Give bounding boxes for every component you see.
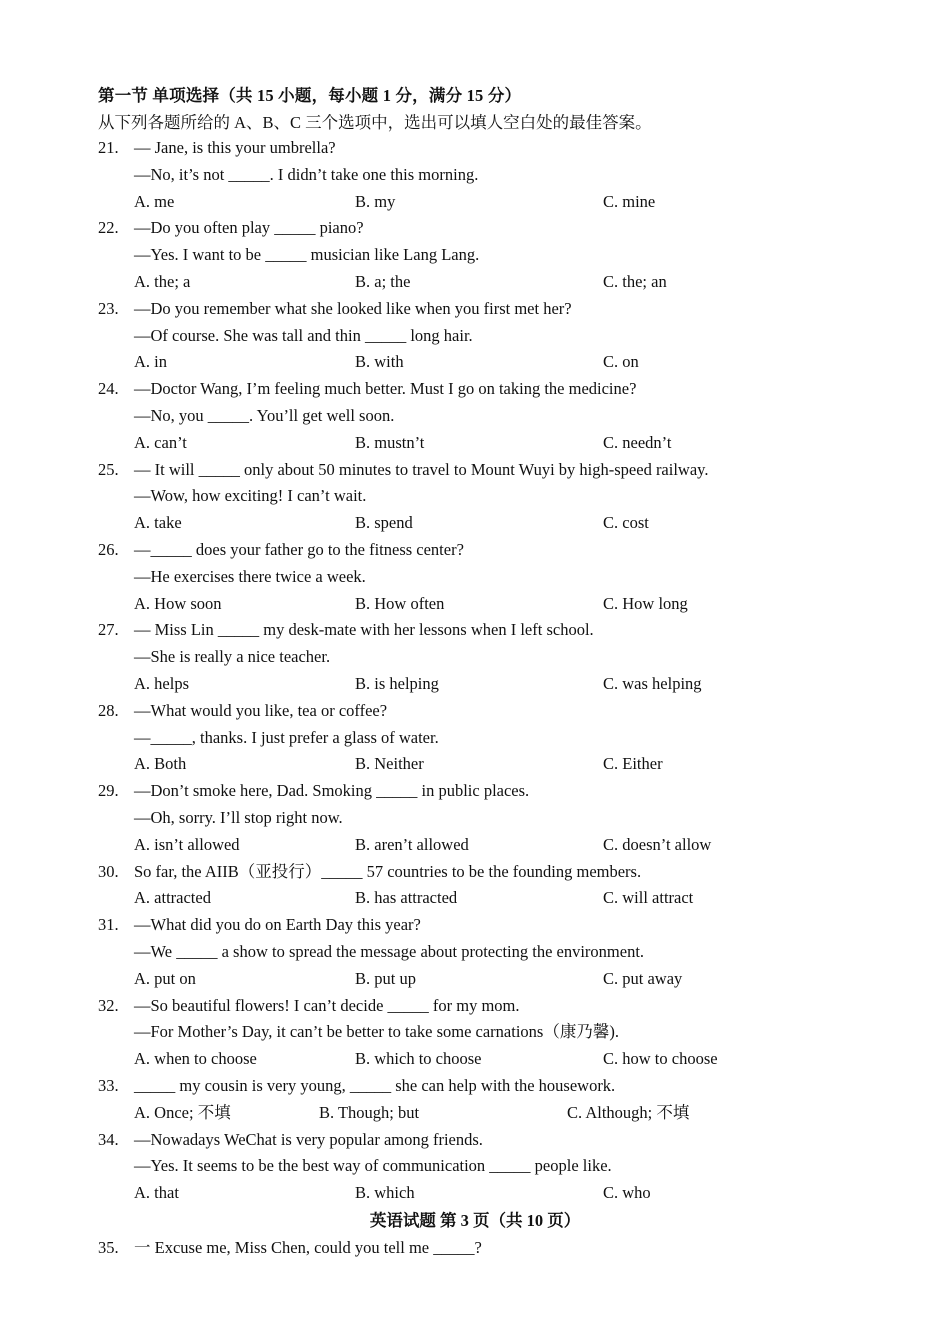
question-line: —Wow, how exciting! I can’t wait. xyxy=(134,486,367,506)
answer-option: C. put away xyxy=(603,968,683,988)
answer-option: C. cost xyxy=(603,513,649,533)
answer-option: A. attracted xyxy=(134,888,211,908)
answer-option: A. when to choose xyxy=(134,1049,257,1069)
answer-option: B. spend xyxy=(355,513,413,533)
question-line: —Yes. I want to be _____ musician like Lang Lang. xyxy=(134,245,480,265)
answer-option: C. needn’t xyxy=(603,432,672,452)
question-number: 26. xyxy=(98,540,119,559)
question-line: —Nowadays WeChat is very popular among friends. xyxy=(134,1129,483,1149)
answer-option: A. me xyxy=(134,191,175,211)
question-line: —For Mother’s Day, it can’t be better to take some carnations（康乃馨). xyxy=(134,1022,619,1042)
question-line: —_____ does your father go to the fitness center? xyxy=(134,540,464,559)
question-number: 35. xyxy=(98,1238,119,1257)
answer-option: A. that xyxy=(134,1183,179,1203)
answer-option: B. aren’t allowed xyxy=(355,834,469,854)
section-title: 第一节 单项选择（共 15 小题，每小题 1 分，满分 15 分） xyxy=(98,86,522,105)
answer-option: B. my xyxy=(355,191,396,211)
answer-option: A. helps xyxy=(134,674,189,693)
question-line: So far, the AIIB（亚投行）_____ 57 countries to be the founding members. xyxy=(134,861,642,881)
question-line: — It will _____ only about 50 minutes to travel to Mount Wuyi by high-speed railway. xyxy=(134,459,709,479)
question-line: —Doctor Wang, I’m feeling much better. Must I go on taking the medicine? xyxy=(134,379,637,399)
question-number: 28. xyxy=(98,700,119,720)
question-number: 22. xyxy=(98,218,119,238)
answer-option: C. doesn’t allow xyxy=(603,834,712,854)
answer-option: B. mustn’t xyxy=(355,432,425,452)
question-number: 30. xyxy=(98,861,119,881)
answer-option: C. mine xyxy=(603,191,656,211)
question-line: —No, it’s not _____. I didn’t take one this morning. xyxy=(134,164,479,184)
question-line: —What would you like, tea or coffee? xyxy=(134,700,388,720)
question-number: 25. xyxy=(98,459,119,479)
answer-option: A. can’t xyxy=(134,432,187,452)
answer-option: A. put on xyxy=(134,968,196,988)
answer-option: B. Neither xyxy=(355,754,424,774)
question-number: 31. xyxy=(98,915,119,935)
answer-option: C. was helping xyxy=(603,674,702,693)
question-line: —She is really a nice teacher. xyxy=(134,647,331,667)
answer-option: B. put up xyxy=(355,968,416,988)
answer-option: B. How often xyxy=(355,593,445,613)
question-number: 23. xyxy=(98,298,119,318)
answer-option: A. Once; 不填 xyxy=(134,1102,231,1122)
question-number: 29. xyxy=(98,781,119,801)
section-instructions: 从下列各题所给的 A、B、C 三个选项中，选出可以填人空白处的最佳答案。 xyxy=(98,113,652,132)
question-line: — Jane, is this your umbrella? xyxy=(134,138,336,157)
question-line: —Don’t smoke here, Dad. Smoking _____ in public places. xyxy=(134,781,530,801)
answer-option: C. Either xyxy=(603,754,663,774)
question-number: 24. xyxy=(98,379,119,399)
question-line: 一 Excuse me, Miss Chen, could you tell me _____? xyxy=(134,1238,482,1257)
answer-option: B. is helping xyxy=(355,674,439,693)
page-footer: 英语试题 第 3 页（共 10 页） xyxy=(369,1211,581,1230)
answer-option: C. on xyxy=(603,352,639,372)
question-line: —Oh, sorry. I’ll stop right now. xyxy=(134,808,343,827)
question-number: 27. xyxy=(98,620,119,640)
answer-option: A. the; a xyxy=(134,272,191,291)
question-number: 21. xyxy=(98,138,119,157)
question-line: —Do you often play _____ piano? xyxy=(134,218,364,238)
question-line: _____ my cousin is very young, _____ she can help with the housework. xyxy=(134,1076,616,1095)
question-number: 33. xyxy=(98,1076,119,1095)
answer-option: A. Both xyxy=(134,754,187,774)
answer-option: A. take xyxy=(134,513,182,533)
answer-option: B. has attracted xyxy=(355,888,458,908)
answer-option: C. How long xyxy=(603,593,688,613)
answer-option: A. in xyxy=(134,352,167,372)
answer-option: B. a; the xyxy=(355,272,411,291)
answer-option: B. which to choose xyxy=(355,1049,482,1069)
answer-option: C. will attract xyxy=(603,888,694,908)
question-line: —So beautiful flowers! I can’t decide _____ for my mom. xyxy=(134,995,520,1015)
question-line: —We _____ a show to spread the message about protecting the environment. xyxy=(134,942,645,961)
question-line: — Miss Lin _____ my desk-mate with her lessons when I left school. xyxy=(134,620,594,640)
question-line: —What did you do on Earth Day this year? xyxy=(134,915,421,935)
question-line: —No, you _____. You’ll get well soon. xyxy=(134,406,395,425)
answer-option: B. with xyxy=(355,352,404,372)
answer-option: A. isn’t allowed xyxy=(134,834,240,854)
question-line: —He exercises there twice a week. xyxy=(134,566,366,586)
question-line: —Yes. It seems to be the best way of communication _____ people like. xyxy=(134,1156,612,1176)
question-number: 32. xyxy=(98,995,119,1015)
answer-option: C. the; an xyxy=(603,272,667,291)
answer-option: C. Although; 不填 xyxy=(567,1102,690,1122)
answer-option: B. which xyxy=(355,1183,415,1203)
answer-option: A. How soon xyxy=(134,593,222,613)
question-number: 34. xyxy=(98,1129,119,1149)
answer-option: B. Though; but xyxy=(319,1102,420,1122)
question-line: —Do you remember what she looked like when you first met her? xyxy=(134,298,572,318)
question-line: —Of course. She was tall and thin _____ long hair. xyxy=(134,325,473,345)
answer-option: C. who xyxy=(603,1183,651,1203)
answer-option: C. how to choose xyxy=(603,1049,718,1069)
question-line: —_____, thanks. I just prefer a glass of water. xyxy=(134,727,439,747)
